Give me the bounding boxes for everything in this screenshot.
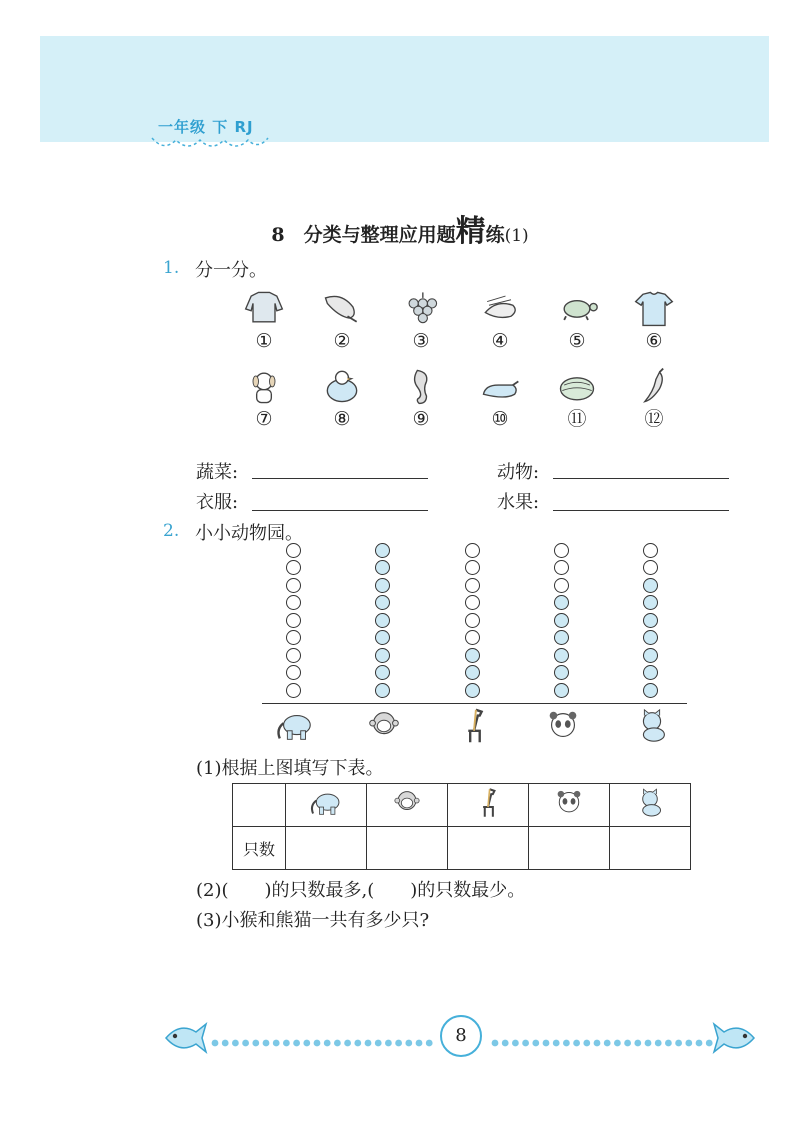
header-band <box>40 36 769 142</box>
monkey-icon <box>387 786 427 820</box>
picture-item <box>626 288 682 352</box>
picture-item <box>393 366 449 430</box>
count-circle <box>554 560 569 575</box>
table-corner-cell <box>233 784 286 827</box>
count-circle <box>465 613 480 628</box>
picture-item <box>393 288 449 352</box>
item-number: ⑩ <box>491 408 509 430</box>
grapes-icon <box>399 288 443 328</box>
table-header-cell <box>367 784 448 827</box>
count-circle <box>375 543 390 558</box>
shrimp-icon <box>478 288 522 328</box>
item-number: ④ <box>491 330 509 352</box>
table-header-cell <box>448 784 529 827</box>
circle-column <box>375 543 393 701</box>
circle-column <box>286 543 304 701</box>
picture-item <box>549 288 605 352</box>
count-circle <box>643 683 658 698</box>
count-circle <box>465 560 480 575</box>
circle-column <box>643 543 661 701</box>
count-circle <box>286 560 301 575</box>
count-circle <box>375 613 390 628</box>
table-header-cell <box>529 784 610 827</box>
animal-label <box>272 706 318 750</box>
grade-label: 一年级 下 RJ <box>158 118 254 136</box>
q1-number: 1. <box>163 258 180 278</box>
count-cell[interactable] <box>610 827 691 870</box>
item-number: ⑥ <box>645 330 663 352</box>
count-circle <box>643 613 658 628</box>
page-title: 8 分类与整理应用题精练(1) <box>271 214 529 249</box>
picture-item <box>314 288 370 352</box>
q1-text: 分一分。 <box>195 260 267 281</box>
count-cell[interactable] <box>286 827 367 870</box>
label-vegetables: 蔬菜: <box>196 462 239 483</box>
count-circle <box>554 648 569 663</box>
chick-icon <box>320 366 364 406</box>
pepper-icon <box>632 366 676 406</box>
count-circle <box>554 543 569 558</box>
count-cell[interactable] <box>529 827 610 870</box>
q2-text: 小小动物园。 <box>195 523 303 544</box>
fish-left-icon <box>160 1020 208 1056</box>
cat-icon <box>630 786 670 820</box>
picture-item <box>472 288 528 352</box>
wave-decoration-icon <box>150 134 270 156</box>
seahorse-icon <box>399 366 443 406</box>
count-circle <box>465 665 480 680</box>
count-circle <box>375 630 390 645</box>
count-circle <box>375 578 390 593</box>
footer-dots-left <box>210 1033 435 1043</box>
item-number: ⑪ <box>567 408 587 430</box>
count-circle <box>554 578 569 593</box>
count-cell[interactable] <box>448 827 529 870</box>
count-circle <box>286 648 301 663</box>
count-circle <box>375 595 390 610</box>
count-circle <box>286 578 301 593</box>
panda-icon <box>540 706 586 746</box>
count-circle <box>643 595 658 610</box>
count-circle <box>286 683 301 698</box>
picture-item <box>236 288 292 352</box>
count-circle <box>554 683 569 698</box>
elephant-icon <box>272 706 318 746</box>
count-circle <box>286 613 301 628</box>
answer-line-clothes[interactable] <box>252 510 428 511</box>
item-number: ⑧ <box>333 408 351 430</box>
sweater-icon <box>242 288 286 328</box>
giraffe-icon <box>468 786 508 820</box>
picture-item <box>236 366 292 430</box>
label-animals: 动物: <box>497 462 540 483</box>
chart-baseline <box>262 703 687 704</box>
count-circle <box>286 595 301 610</box>
count-circle <box>643 665 658 680</box>
answer-line-vegetables[interactable] <box>252 478 428 479</box>
item-number: ② <box>333 330 351 352</box>
loofah-icon <box>320 288 364 328</box>
item-number: ⑨ <box>412 408 430 430</box>
picture-item <box>626 366 682 430</box>
count-circle <box>465 648 480 663</box>
giraffe-icon <box>451 706 497 746</box>
item-number: ⑦ <box>255 408 273 430</box>
count-circle <box>643 578 658 593</box>
tally-table <box>232 783 691 870</box>
animal-label <box>540 706 586 750</box>
footer-dots-right <box>490 1033 715 1043</box>
label-fruits: 水果: <box>497 492 540 513</box>
picture-item <box>472 366 528 430</box>
animal-label <box>451 706 497 750</box>
count-circle <box>465 595 480 610</box>
animal-label <box>629 706 675 750</box>
picture-item <box>314 366 370 430</box>
count-circle <box>375 560 390 575</box>
q2-number: 2. <box>163 521 180 541</box>
eggplant-icon <box>478 366 522 406</box>
q2-part3: (3)小猴和熊猫一共有多少只? <box>196 910 430 931</box>
table-row-label: 只数 <box>233 827 286 870</box>
count-circle <box>554 595 569 610</box>
table-row <box>233 827 691 870</box>
count-circle <box>465 630 480 645</box>
count-circle <box>375 648 390 663</box>
count-circle <box>286 630 301 645</box>
count-circle <box>375 665 390 680</box>
item-number: ⑫ <box>644 408 664 430</box>
circle-column <box>554 543 572 701</box>
count-circle <box>554 613 569 628</box>
circle-column <box>465 543 483 701</box>
q2-part1: (1)根据上图填写下表。 <box>196 758 384 779</box>
table-header-cell <box>610 784 691 827</box>
count-circle <box>643 630 658 645</box>
table-header-cell <box>286 784 367 827</box>
item-number: ⑤ <box>568 330 586 352</box>
page-number: 8 <box>440 1015 482 1057</box>
count-circle <box>286 665 301 680</box>
watermelon-icon <box>555 366 599 406</box>
cat-icon <box>629 706 675 746</box>
panda-icon <box>549 786 589 820</box>
dog-icon <box>242 366 286 406</box>
count-circle <box>465 578 480 593</box>
animal-label <box>361 706 407 750</box>
answer-line-animals[interactable] <box>553 478 729 479</box>
count-circle <box>465 543 480 558</box>
monkey-icon <box>361 706 407 746</box>
turtle-icon <box>555 288 599 328</box>
count-circle <box>286 543 301 558</box>
picture-item <box>549 366 605 430</box>
q2-part2: (2)( )的只数最多,( )的只数最少。 <box>196 880 526 901</box>
count-cell[interactable] <box>367 827 448 870</box>
table-row <box>233 784 691 827</box>
item-number: ③ <box>412 330 430 352</box>
elephant-icon <box>306 786 346 820</box>
count-circle <box>643 560 658 575</box>
count-circle <box>465 683 480 698</box>
fish-right-icon <box>712 1020 760 1056</box>
count-circle <box>375 683 390 698</box>
count-circle <box>554 630 569 645</box>
count-circle <box>554 665 569 680</box>
answer-line-fruits[interactable] <box>553 510 729 511</box>
tshirt-icon <box>632 288 676 328</box>
item-number: ① <box>255 330 273 352</box>
count-circle <box>643 543 658 558</box>
label-clothes: 衣服: <box>196 492 239 513</box>
count-circle <box>643 648 658 663</box>
